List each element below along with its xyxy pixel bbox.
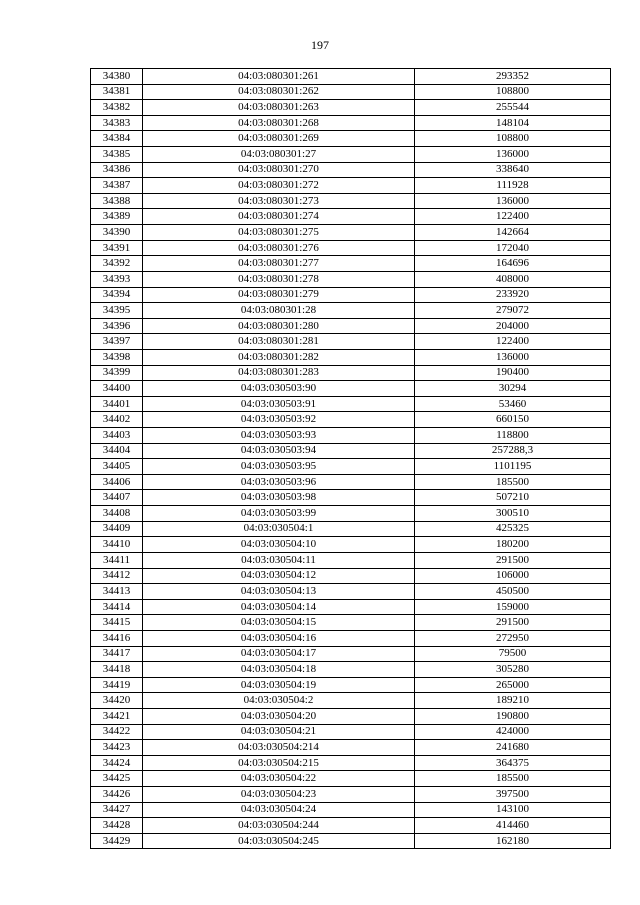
table-row — [91, 443, 611, 459]
cadastral-number-cell: 04:03:030503:92 — [143, 412, 415, 428]
cadastral-number-cell: 04:03:030504:22 — [143, 771, 415, 787]
row-number-cell: 34420 — [91, 693, 143, 709]
table-row — [91, 740, 611, 756]
cadastral-number-cell: 04:03:080301:274 — [143, 209, 415, 225]
row-number-cell: 34392 — [91, 256, 143, 272]
cadastral-number-cell: 04:03:030504:13 — [143, 584, 415, 600]
table-row — [91, 334, 611, 350]
table-row — [91, 287, 611, 303]
table-row — [91, 662, 611, 678]
row-number-cell: 34425 — [91, 771, 143, 787]
table-row — [91, 193, 611, 209]
cadastral-number-cell: 04:03:080301:28 — [143, 303, 415, 319]
cadastral-number-cell: 04:03:030504:14 — [143, 599, 415, 615]
cadastral-number-cell: 04:03:030504:245 — [143, 833, 415, 849]
row-number-cell: 34417 — [91, 646, 143, 662]
row-number-cell: 34402 — [91, 412, 143, 428]
table-row — [91, 708, 611, 724]
table-row — [91, 381, 611, 397]
table-row — [91, 818, 611, 834]
cadastral-number-cell: 04:03:030504:10 — [143, 537, 415, 553]
cadastral-number-cell: 04:03:080301:281 — [143, 334, 415, 350]
table-row — [91, 552, 611, 568]
cadastral-number-cell: 04:03:080301:262 — [143, 84, 415, 100]
row-number-cell: 34394 — [91, 287, 143, 303]
row-number-cell: 34391 — [91, 240, 143, 256]
table-row — [91, 303, 611, 319]
value-cell: 272950 — [415, 630, 611, 646]
row-number-cell: 34407 — [91, 490, 143, 506]
table-row — [91, 209, 611, 225]
row-number-cell: 34424 — [91, 755, 143, 771]
table-row — [91, 693, 611, 709]
table-row — [91, 724, 611, 740]
table-row — [91, 521, 611, 537]
value-cell: 507210 — [415, 490, 611, 506]
value-cell: 190800 — [415, 708, 611, 724]
table-row — [91, 584, 611, 600]
value-cell: 189210 — [415, 693, 611, 709]
cadastral-number-cell: 04:03:030504:16 — [143, 630, 415, 646]
row-number-cell: 34403 — [91, 428, 143, 444]
value-cell: 364375 — [415, 755, 611, 771]
cadastral-number-cell: 04:03:030504:18 — [143, 662, 415, 678]
row-number-cell: 34423 — [91, 740, 143, 756]
cadastral-number-cell: 04:03:030504:19 — [143, 677, 415, 693]
cadastral-number-cell: 04:03:030503:93 — [143, 428, 415, 444]
table-row — [91, 677, 611, 693]
value-cell: 136000 — [415, 349, 611, 365]
value-cell: 30294 — [415, 381, 611, 397]
value-cell: 233920 — [415, 287, 611, 303]
table-row — [91, 771, 611, 787]
row-number-cell: 34404 — [91, 443, 143, 459]
cadastral-number-cell: 04:03:030504:23 — [143, 787, 415, 803]
table-row — [91, 162, 611, 178]
cadastral-number-cell: 04:03:030504:17 — [143, 646, 415, 662]
table-row — [91, 755, 611, 771]
value-cell: 180200 — [415, 537, 611, 553]
row-number-cell: 34413 — [91, 584, 143, 600]
value-cell: 305280 — [415, 662, 611, 678]
row-number-cell: 34418 — [91, 662, 143, 678]
value-cell: 148104 — [415, 115, 611, 131]
row-number-cell: 34414 — [91, 599, 143, 615]
cadastral-number-cell: 04:03:080301:280 — [143, 318, 415, 334]
cadastral-number-cell: 04:03:080301:268 — [143, 115, 415, 131]
value-cell: 108800 — [415, 84, 611, 100]
cadastral-number-cell: 04:03:030503:90 — [143, 381, 415, 397]
cadastral-number-cell: 04:03:080301:263 — [143, 100, 415, 116]
value-cell: 204000 — [415, 318, 611, 334]
value-cell: 408000 — [415, 271, 611, 287]
row-number-cell: 34382 — [91, 100, 143, 116]
cadastral-number-cell: 04:03:080301:269 — [143, 131, 415, 147]
cadastral-number-cell: 04:03:030503:96 — [143, 474, 415, 490]
row-number-cell: 34422 — [91, 724, 143, 740]
table-row — [91, 615, 611, 631]
row-number-cell: 34416 — [91, 630, 143, 646]
row-number-cell: 34395 — [91, 303, 143, 319]
value-cell: 255544 — [415, 100, 611, 116]
cadastral-number-cell: 04:03:080301:276 — [143, 240, 415, 256]
cadastral-number-cell: 04:03:080301:273 — [143, 193, 415, 209]
page-number: 197 — [311, 38, 329, 52]
value-cell: 143100 — [415, 802, 611, 818]
table-row — [91, 349, 611, 365]
value-cell: 162180 — [415, 833, 611, 849]
row-number-cell: 34419 — [91, 677, 143, 693]
table-row — [91, 115, 611, 131]
value-cell: 185500 — [415, 474, 611, 490]
table-row — [91, 630, 611, 646]
row-number-cell: 34383 — [91, 115, 143, 131]
row-number-cell: 34405 — [91, 459, 143, 475]
row-number-cell: 34428 — [91, 818, 143, 834]
cadastral-number-cell: 04:03:030503:94 — [143, 443, 415, 459]
cadastral-number-cell: 04:03:080301:277 — [143, 256, 415, 272]
table-body — [91, 69, 611, 849]
cadastral-number-cell: 04:03:030504:20 — [143, 708, 415, 724]
cadastral-number-cell: 04:03:030503:98 — [143, 490, 415, 506]
row-number-cell: 34380 — [91, 69, 143, 85]
cadastral-number-cell: 04:03:030504:214 — [143, 740, 415, 756]
table-row — [91, 84, 611, 100]
cadastral-number-cell: 04:03:030504:244 — [143, 818, 415, 834]
table-row — [91, 271, 611, 287]
cadastral-number-cell: 04:03:030503:99 — [143, 506, 415, 522]
cadastral-number-cell: 04:03:030503:91 — [143, 396, 415, 412]
table-row — [91, 396, 611, 412]
value-cell: 397500 — [415, 787, 611, 803]
row-number-cell: 34390 — [91, 225, 143, 241]
table-row — [91, 147, 611, 163]
value-cell: 424000 — [415, 724, 611, 740]
value-cell: 425325 — [415, 521, 611, 537]
cadastral-number-cell: 04:03:080301:279 — [143, 287, 415, 303]
value-cell: 106000 — [415, 568, 611, 584]
table-row — [91, 506, 611, 522]
cadastral-number-cell: 04:03:080301:27 — [143, 147, 415, 163]
row-number-cell: 34410 — [91, 537, 143, 553]
value-cell: 159000 — [415, 599, 611, 615]
cadastral-number-cell: 04:03:030504:24 — [143, 802, 415, 818]
row-number-cell: 34429 — [91, 833, 143, 849]
row-number-cell: 34409 — [91, 521, 143, 537]
row-number-cell: 34389 — [91, 209, 143, 225]
table-row — [91, 240, 611, 256]
cadastral-number-cell: 04:03:030504:12 — [143, 568, 415, 584]
table-row — [91, 833, 611, 849]
row-number-cell: 34406 — [91, 474, 143, 490]
table-row — [91, 131, 611, 147]
cadastral-number-cell: 04:03:080301:283 — [143, 365, 415, 381]
table-row — [91, 428, 611, 444]
value-cell: 265000 — [415, 677, 611, 693]
registry-table — [90, 68, 611, 849]
cadastral-number-cell: 04:03:080301:275 — [143, 225, 415, 241]
value-cell: 111928 — [415, 178, 611, 194]
row-number-cell: 34421 — [91, 708, 143, 724]
cadastral-number-cell: 04:03:030504:15 — [143, 615, 415, 631]
cadastral-number-cell: 04:03:080301:278 — [143, 271, 415, 287]
value-cell: 293352 — [415, 69, 611, 85]
value-cell: 172040 — [415, 240, 611, 256]
table-row — [91, 787, 611, 803]
table-row — [91, 100, 611, 116]
row-number-cell: 34401 — [91, 396, 143, 412]
row-number-cell: 34427 — [91, 802, 143, 818]
row-number-cell: 34387 — [91, 178, 143, 194]
table-row — [91, 646, 611, 662]
table-row — [91, 459, 611, 475]
cadastral-number-cell: 04:03:030504:21 — [143, 724, 415, 740]
row-number-cell: 34397 — [91, 334, 143, 350]
value-cell: 190400 — [415, 365, 611, 381]
value-cell: 122400 — [415, 209, 611, 225]
row-number-cell: 34412 — [91, 568, 143, 584]
value-cell: 257288,3 — [415, 443, 611, 459]
cadastral-number-cell: 04:03:030503:95 — [143, 459, 415, 475]
value-cell: 142664 — [415, 225, 611, 241]
cadastral-number-cell: 04:03:080301:272 — [143, 178, 415, 194]
value-cell: 450500 — [415, 584, 611, 600]
row-number-cell: 34384 — [91, 131, 143, 147]
cadastral-number-cell: 04:03:030504:1 — [143, 521, 415, 537]
value-cell: 414460 — [415, 818, 611, 834]
row-number-cell: 34399 — [91, 365, 143, 381]
table-row — [91, 568, 611, 584]
cadastral-number-cell: 04:03:080301:282 — [143, 349, 415, 365]
table-row — [91, 599, 611, 615]
table-row — [91, 225, 611, 241]
table-row — [91, 365, 611, 381]
value-cell: 660150 — [415, 412, 611, 428]
row-number-cell: 34400 — [91, 381, 143, 397]
table-row — [91, 318, 611, 334]
value-cell: 79500 — [415, 646, 611, 662]
value-cell: 164696 — [415, 256, 611, 272]
value-cell: 185500 — [415, 771, 611, 787]
value-cell: 136000 — [415, 147, 611, 163]
table-row — [91, 69, 611, 85]
cadastral-number-cell: 04:03:080301:270 — [143, 162, 415, 178]
value-cell: 338640 — [415, 162, 611, 178]
table-row — [91, 178, 611, 194]
row-number-cell: 34396 — [91, 318, 143, 334]
value-cell: 1101195 — [415, 459, 611, 475]
table-row — [91, 412, 611, 428]
row-number-cell: 34426 — [91, 787, 143, 803]
row-number-cell: 34388 — [91, 193, 143, 209]
row-number-cell: 34385 — [91, 147, 143, 163]
cadastral-number-cell: 04:03:030504:215 — [143, 755, 415, 771]
value-cell: 108800 — [415, 131, 611, 147]
row-number-cell: 34381 — [91, 84, 143, 100]
cadastral-number-cell: 04:03:080301:261 — [143, 69, 415, 85]
row-number-cell: 34393 — [91, 271, 143, 287]
row-number-cell: 34408 — [91, 506, 143, 522]
row-number-cell: 34415 — [91, 615, 143, 631]
row-number-cell: 34398 — [91, 349, 143, 365]
table-row — [91, 537, 611, 553]
cadastral-number-cell: 04:03:030504:11 — [143, 552, 415, 568]
value-cell: 291500 — [415, 615, 611, 631]
table-row — [91, 802, 611, 818]
row-number-cell: 34386 — [91, 162, 143, 178]
value-cell: 118800 — [415, 428, 611, 444]
table-row — [91, 256, 611, 272]
table-row — [91, 474, 611, 490]
row-number-cell: 34411 — [91, 552, 143, 568]
value-cell: 291500 — [415, 552, 611, 568]
value-cell: 300510 — [415, 506, 611, 522]
value-cell: 241680 — [415, 740, 611, 756]
value-cell: 53460 — [415, 396, 611, 412]
cadastral-number-cell: 04:03:030504:2 — [143, 693, 415, 709]
value-cell: 122400 — [415, 334, 611, 350]
value-cell: 136000 — [415, 193, 611, 209]
table-row — [91, 490, 611, 506]
value-cell: 279072 — [415, 303, 611, 319]
